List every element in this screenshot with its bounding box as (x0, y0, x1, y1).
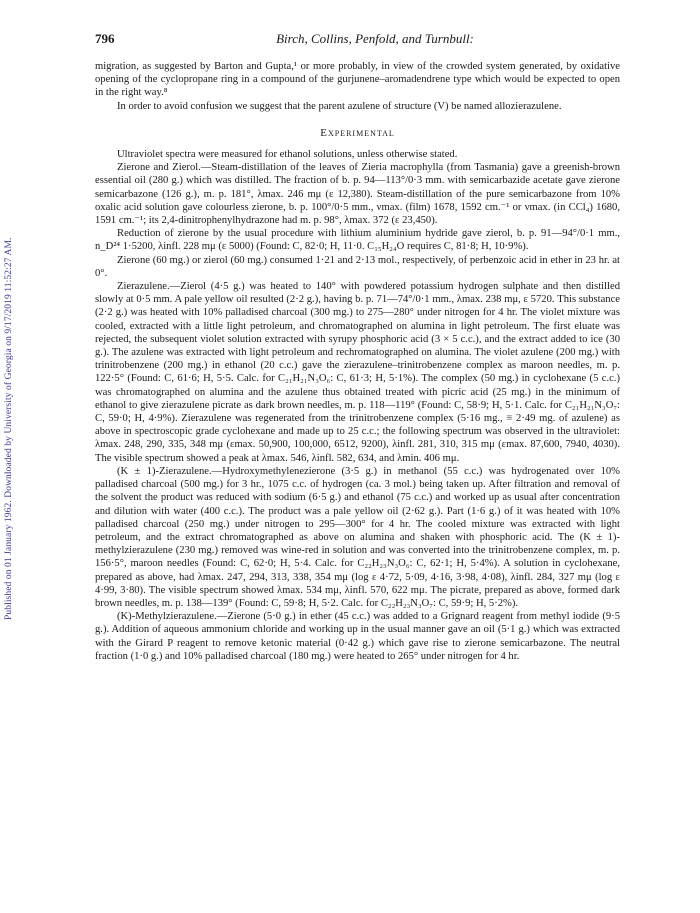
page-number: 796 (95, 31, 115, 46)
intro-paragraph: In order to avoid confusion we suggest that the parent azulene of structure (V) be named allozierazulene. (117, 100, 562, 112)
experimental-paragraph: Zierazulene.—Zierol (4·5 g.) was heated to 140° with powdered potassium hydrogen sulphate and then distilled slowly at 0·5 mm. A pale yellow oil resulted (2·2 g.), having b. p. 71—74°/0·1 mm., λmax. 238 mμ, ε 5720. This substance (2·2 g.) was heated with 10% palladised charcoal (300 mg.) to 275—280° under nitrogen for 4 hr. The violet mixture was cooled, extracted with a little light petroleum, and chromatographed on alumina in light petroleum. The first eluate was rejected, the subsequent violet solution extracted with syrupy phosphoric acid (3 × 5 c.c.), and the extract added to ice (30 g.). The azulene was extracted with light petroleum and rechromatographed on alumina. The violet azulene (200 mg.) with trinitrobenzene (200 mg.) in ethanol (20 c.c.) gave the zierazulene–trinitrobenzene complex as maroon needles, m. p. 122·5° (Found: C, 61·6; H, 5·5. Calc. for C₂₁H₂₁N₃O₆: C, 61·3; H, 5·1%). The complex (50 mg.) in cyclohexane (5 c.c.) was chromatographed on alumina and the azulene thus obtained treated with picric acid (25 mg.) in the minimum of ethanol to give zierazulene picrate as dark brown needles, m. p. 118—119° (Found: C, 58·9; H, 5·1. Calc. for C₂₁H₂₁N₃O₇: C, 59·0; H, 4·9%). Zierazulene was regenerated from the trinitrobenzene complex (5·16 mg., ≡ 2·49 mg. of azulene) as above in spectroscopic grade cyclohexane and made up to 25 c.c.; the following spectrum was observed in the ultraviolet: λmax. 248, 290, 335, 348 mμ (εmax. 50,900, 100,000, 6512, 9200), λinfl. 281, 310, 315 mμ (εmax. 87,600, 7940, 4030). The visible spectrum showed a peak at λmax. 546, λinfl. 582, 634, and λmin. 406 mμ. (95, 281, 620, 464)
page-body (95, 32, 620, 663)
download-notice: Published on 01 January 1962. Downloaded by University of Georgia on 9/17/2019 11:52:27 AM. (4, 237, 14, 620)
experimental-paragraph: Zierone and Zierol.—Steam-distillation of the leaves of Zieria macrophylla (from Tasmania) gave a greenish-brown essential oil (280 g.) which was distilled. The fraction of b. p. 94—113°/0·3 mm. with semicarbazide acetate gave zierone semicarbazone (126 g.), m. p. 181°, λmax. 246 mμ (ε 12,380). Steam-distillation of the pure semicarbazone from 10% oxalic acid solution gave colourless zierone, b. p. 100°/0·5 mm., νmax. (film) 1678, 1592 cm.⁻¹ or νmax. (in CCl₄) 1680, 1591 cm.⁻¹; its 2,4-dinitrophenylhydrazone had m. p. 98°, λmax. 372 (ε 23,450). (95, 162, 620, 227)
experimental-paragraph: Ultraviolet spectra were measured for ethanol solutions, unless otherwise stated. (117, 149, 458, 161)
experimental-paragraph: (K ± 1)-Zierazulene.—Hydroxymethylenezierone (3·5 g.) in methanol (55 c.c.) was hydrogenated over 10% palladised charcoal (500 mg.) for 3 hr., 1075 c.c. of hydrogen (ca. 3 mol.) being taken up. After filtration and removal of the solvent the product was reduced with sodium (6·5 g.) and ethanol (75 c.c.) and worked up as usual after concentration and dilution with water (400 c.c.). The product was a pale yellow oil (2·62 g.). Part (1·6 g.) of it was heated with 10% palladised charcoal (250 mg.) under nitrogen to 295—300° for 4 hr. The cooled mixture was extracted with light petroleum, and the extract chromatographed as above on alumina and shaken with phosphoric acid. The (K ± 1)-methylzierazulene (230 mg.) removed was wine-red in solution and was converted into the trinitrobenzene complex, m. p. 156·5°, maroon needles (Found: C, 62·0; H, 5·4. Calc. for C₂₂H₂₃N₃O₆: C, 62·1; H, 5·4%). A solution in cyclohexane, prepared as above, had λmax. 247, 294, 313, 338, 354 mμ (log ε 4·72, 5·09, 4·16, 3·98, 4·08), λinfl. 284, 327 mμ (log ε 4·99, 3·80). The visible spectrum showed λmax. 534 mμ, λinfl. 570, 622 mμ. The picrate, prepared as above, formed dark brown needles, m. p. 138—139° (Found: C, 59·8; H, 5·2. Calc. for C₂₂H₂₃N₃O₇: C, 59·9; H, 5·2%). (95, 465, 620, 609)
intro-paragraph: migration, as suggested by Barton and Gupta,¹ or more probably, in view of the crowded system generated, by oxidative opening of the cyclopropane ring in a compound of the gurjunene–aromadendrene type which would be expected to open in the right way.⁸ (95, 61, 620, 99)
experimental-paragraph: (K)-Methylzierazulene.—Zierone (5·0 g.) in ether (45 c.c.) was added to a Grignard reagent from methyl iodide (9·5 g.). Addition of aqueous ammonium chloride and working up in the usual manner gave an oil (5·1 g.) which was extracted with the Girard P reagent to remove ketonic material (0·42 g.) which gave rise to zierone semicarbazone. The neutral fraction (1·0 g.) and 10% palladised charcoal (180 mg.) were heated to 265° under nitrogen for 4 hr. (95, 611, 620, 662)
page-header (95, 32, 620, 54)
experimental-paragraph: Zierone (60 mg.) or zierol (60 mg.) consumed 1·21 and 2·13 mol., respectively, of perbenzoic acid in ether in 23 hr. at 0°. (95, 254, 620, 279)
experimental-paragraph: Reduction of zierone by the usual procedure with lithium aluminium hydride gave zierol, b. p. 91—94°/0·1 mm., n_D²⁴ 1·5200, λinfl. 228 mμ (ε 5000) (Found: C, 82·0; H, 11·0. C₁₅H₂₄O requires C, 81·8; H, 10·9%). (95, 228, 620, 253)
section-title: Experimental (320, 126, 395, 139)
running-head: Birch, Collins, Penfold, and Turnbull: (276, 31, 474, 46)
